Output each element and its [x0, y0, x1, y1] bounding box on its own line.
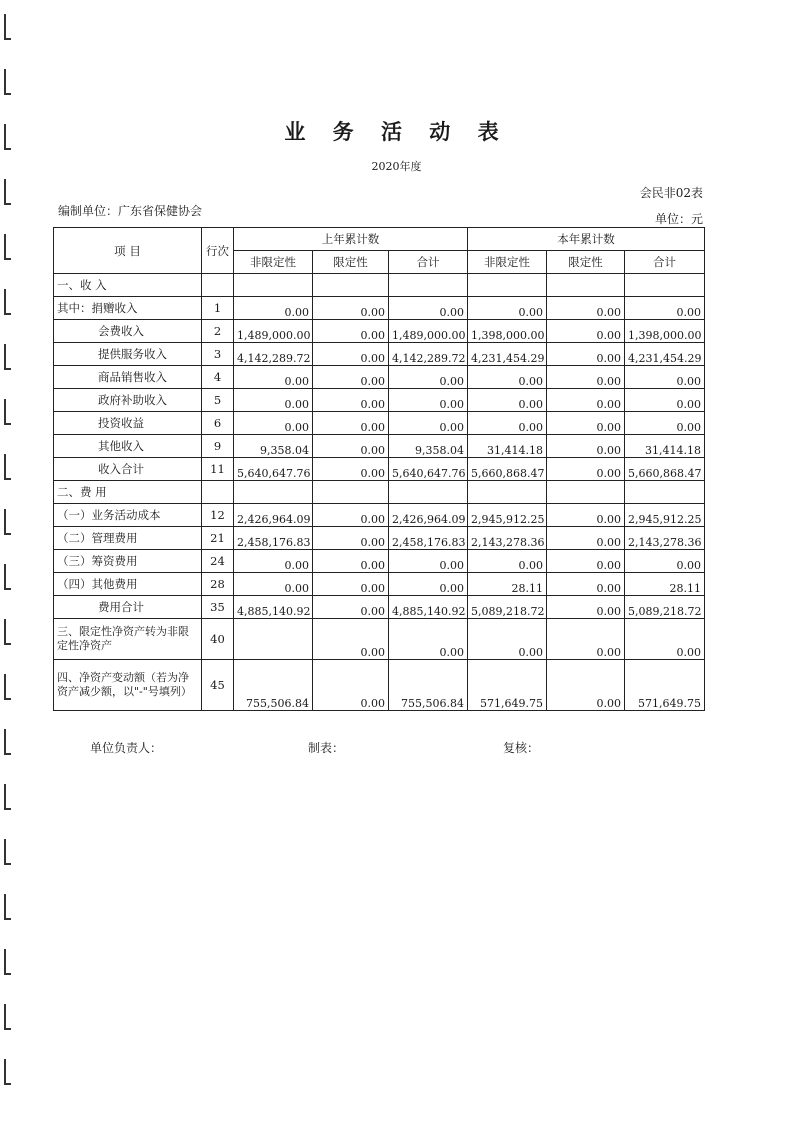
cell-prev-total: 0.00: [389, 412, 468, 435]
form-code: 会民非02表: [639, 186, 703, 200]
row-item-label: （四）其他费用: [54, 573, 202, 596]
cell-curr-total: 0.00: [625, 550, 705, 573]
binding-ring-mark: [4, 289, 11, 315]
cell-prev-restricted: 0.00: [313, 504, 389, 527]
col-item-header: 项 目: [54, 228, 202, 274]
cell-curr-restricted: 0.00: [547, 527, 625, 550]
row-line-number: 3: [202, 343, 234, 366]
cell-curr-unrestricted: 4,231,454.29: [468, 343, 547, 366]
cell-prev-total: 2,426,964.09: [389, 504, 468, 527]
row-item-label: （一）业务活动成本: [54, 504, 202, 527]
cell-curr-restricted: 0.00: [547, 320, 625, 343]
cell-curr-total: 31,414.18: [625, 435, 705, 458]
cell-prev-total: 0.00: [389, 550, 468, 573]
cell-curr-unrestricted: 0.00: [468, 619, 547, 660]
cell-prev-restricted: [313, 274, 389, 297]
row-item-label: 一、收 入: [54, 274, 202, 297]
cell-curr-total: 0.00: [625, 389, 705, 412]
cell-curr-unrestricted: 2,945,912.25: [468, 504, 547, 527]
col-curr-restricted: 限定性: [547, 251, 625, 274]
cell-curr-unrestricted: 5,089,218.72: [468, 596, 547, 619]
cell-curr-restricted: [547, 481, 625, 504]
cell-curr-unrestricted: 0.00: [468, 412, 547, 435]
reviewer-signature-label: 复核：: [503, 741, 540, 755]
activity-report-table: [53, 227, 705, 711]
binding-ring-mark: [4, 619, 11, 645]
cell-prev-total: 4,885,140.92: [389, 596, 468, 619]
cell-prev-total: 1,489,000.00: [389, 320, 468, 343]
binding-ring-mark: [4, 1059, 11, 1085]
cell-curr-total: [625, 481, 705, 504]
binding-ring-mark: [4, 344, 11, 370]
col-prev-restricted: 限定性: [313, 251, 389, 274]
cell-prev-unrestricted: 0.00: [234, 366, 313, 389]
row-line-number: 1: [202, 297, 234, 320]
binding-ring-mark: [4, 784, 11, 810]
cell-curr-unrestricted: 0.00: [468, 366, 547, 389]
table-row: [54, 320, 705, 343]
cell-prev-total: 4,142,289.72: [389, 343, 468, 366]
table-row: [54, 504, 705, 527]
cell-prev-unrestricted: 0.00: [234, 573, 313, 596]
cell-curr-unrestricted: 0.00: [468, 550, 547, 573]
cell-prev-unrestricted: 0.00: [234, 550, 313, 573]
cell-prev-total: [389, 481, 468, 504]
cell-curr-restricted: 0.00: [547, 596, 625, 619]
cell-prev-unrestricted: 9,358.04: [234, 435, 313, 458]
table-row: [54, 412, 705, 435]
row-item-label: （三）筹资费用: [54, 550, 202, 573]
cell-prev-total: 0.00: [389, 573, 468, 596]
cell-prev-restricted: 0.00: [313, 366, 389, 389]
cell-prev-total: 9,358.04: [389, 435, 468, 458]
cell-prev-unrestricted: 1,489,000.00: [234, 320, 313, 343]
col-curr-year-header: 本年累计数: [468, 228, 705, 251]
cell-curr-restricted: 0.00: [547, 504, 625, 527]
preparing-unit: 编制单位：广东省保健协会: [58, 204, 203, 218]
binding-ring-mark: [4, 454, 11, 480]
row-line-number: 40: [202, 619, 234, 660]
cell-curr-restricted: 0.00: [547, 573, 625, 596]
row-line-number: 5: [202, 389, 234, 412]
binding-ring-mark: [4, 234, 11, 260]
cell-curr-unrestricted: 2,143,278.36: [468, 527, 547, 550]
cell-prev-restricted: 0.00: [313, 596, 389, 619]
table-row: [54, 481, 705, 504]
cell-curr-restricted: 0.00: [547, 435, 625, 458]
cell-curr-total: 2,945,912.25: [625, 504, 705, 527]
report-body: [54, 274, 705, 711]
table-row: [54, 274, 705, 297]
row-item-label: 二、费 用: [54, 481, 202, 504]
cell-curr-unrestricted: [468, 274, 547, 297]
row-line-number: 21: [202, 527, 234, 550]
cell-prev-restricted: [313, 481, 389, 504]
cell-prev-unrestricted: [234, 619, 313, 660]
cell-prev-restricted: 0.00: [313, 343, 389, 366]
cell-curr-total: [625, 274, 705, 297]
cell-prev-total: 755,506.84: [389, 660, 468, 711]
cell-curr-restricted: [547, 274, 625, 297]
cell-prev-restricted: 0.00: [313, 550, 389, 573]
cell-prev-total: 0.00: [389, 389, 468, 412]
row-item-label: 商品销售收入: [54, 366, 202, 389]
cell-prev-unrestricted: 2,426,964.09: [234, 504, 313, 527]
cell-curr-restricted: 0.00: [547, 343, 625, 366]
cell-curr-total: 1,398,000.00: [625, 320, 705, 343]
cell-curr-total: 2,143,278.36: [625, 527, 705, 550]
cell-prev-unrestricted: 0.00: [234, 389, 313, 412]
row-item-label: 费用合计: [54, 596, 202, 619]
cell-prev-unrestricted: [234, 481, 313, 504]
preparer-signature-label: 制表：: [308, 741, 345, 755]
table-row: [54, 660, 705, 711]
cell-curr-unrestricted: 28.11: [468, 573, 547, 596]
unit-head-signature-label: 单位负责人：: [90, 741, 163, 755]
cell-curr-total: 0.00: [625, 366, 705, 389]
cell-prev-unrestricted: 2,458,176.83: [234, 527, 313, 550]
cell-prev-restricted: 0.00: [313, 412, 389, 435]
cell-prev-unrestricted: 755,506.84: [234, 660, 313, 711]
table-row: [54, 435, 705, 458]
row-line-number: 4: [202, 366, 234, 389]
row-line-number: 11: [202, 458, 234, 481]
cell-prev-restricted: 0.00: [313, 619, 389, 660]
cell-curr-unrestricted: 1,398,000.00: [468, 320, 547, 343]
binding-ring-mark: [4, 179, 11, 205]
cell-curr-restricted: 0.00: [547, 550, 625, 573]
row-line-number: 12: [202, 504, 234, 527]
col-curr-total: 合计: [625, 251, 705, 274]
row-line-number: 35: [202, 596, 234, 619]
col-line-no-header: 行次: [202, 228, 234, 274]
cell-prev-restricted: 0.00: [313, 297, 389, 320]
table-row: [54, 619, 705, 660]
cell-curr-restricted: 0.00: [547, 619, 625, 660]
row-item-label: 收入合计: [54, 458, 202, 481]
cell-curr-total: 28.11: [625, 573, 705, 596]
col-curr-unrestricted: 非限定性: [468, 251, 547, 274]
table-row: [54, 458, 705, 481]
binding-ring-mark: [4, 399, 11, 425]
cell-prev-unrestricted: 5,640,647.76: [234, 458, 313, 481]
table-row: [54, 389, 705, 412]
row-line-number: 9: [202, 435, 234, 458]
cell-curr-total: 0.00: [625, 412, 705, 435]
row-item-label: 四、净资产变动额（若为净资产减少额，以"-"号填列）: [54, 660, 202, 711]
table-row: [54, 343, 705, 366]
row-item-label: 政府补助收入: [54, 389, 202, 412]
row-line-number: 6: [202, 412, 234, 435]
cell-prev-unrestricted: 0.00: [234, 297, 313, 320]
binding-ring-mark: [4, 69, 11, 95]
col-prev-unrestricted: 非限定性: [234, 251, 313, 274]
binding-ring-mark: [4, 564, 11, 590]
cell-prev-restricted: 0.00: [313, 527, 389, 550]
binding-ring-mark: [4, 674, 11, 700]
cell-curr-unrestricted: 571,649.75: [468, 660, 547, 711]
row-item-label: 其他收入: [54, 435, 202, 458]
header-row-1: [54, 228, 705, 251]
row-item-label: 三、限定性净资产转为非限定性净资产: [54, 619, 202, 660]
cell-prev-unrestricted: 4,142,289.72: [234, 343, 313, 366]
cell-prev-total: 0.00: [389, 297, 468, 320]
cell-curr-unrestricted: 0.00: [468, 297, 547, 320]
cell-prev-restricted: 0.00: [313, 573, 389, 596]
cell-prev-restricted: 0.00: [313, 435, 389, 458]
table-row: [54, 297, 705, 320]
cell-prev-unrestricted: 4,885,140.92: [234, 596, 313, 619]
row-item-label: 会费收入: [54, 320, 202, 343]
cell-curr-total: 5,089,218.72: [625, 596, 705, 619]
cell-prev-unrestricted: [234, 274, 313, 297]
table-row: [54, 573, 705, 596]
cell-prev-unrestricted: 0.00: [234, 412, 313, 435]
currency-unit: 单位：元: [654, 212, 703, 226]
binding-ring-mark: [4, 949, 11, 975]
cell-curr-unrestricted: 31,414.18: [468, 435, 547, 458]
cell-curr-restricted: 0.00: [547, 389, 625, 412]
table-row: [54, 527, 705, 550]
cell-curr-restricted: 0.00: [547, 412, 625, 435]
col-prev-total: 合计: [389, 251, 468, 274]
row-item-label: 投资收益: [54, 412, 202, 435]
table-row: [54, 596, 705, 619]
table-row: [54, 550, 705, 573]
cell-curr-total: 571,649.75: [625, 660, 705, 711]
cell-prev-total: 2,458,176.83: [389, 527, 468, 550]
cell-curr-total: 0.00: [625, 619, 705, 660]
row-line-number: [202, 481, 234, 504]
cell-prev-total: 0.00: [389, 619, 468, 660]
binding-ring-mark: [4, 14, 11, 40]
binding-ring-mark: [4, 894, 11, 920]
cell-curr-unrestricted: [468, 481, 547, 504]
binding-ring-mark: [4, 1004, 11, 1030]
row-line-number: 45: [202, 660, 234, 711]
row-line-number: [202, 274, 234, 297]
binding-ring-mark: [4, 509, 11, 535]
cell-curr-restricted: 0.00: [547, 366, 625, 389]
cell-prev-total: [389, 274, 468, 297]
cell-curr-unrestricted: 5,660,868.47: [468, 458, 547, 481]
cell-curr-restricted: 0.00: [547, 297, 625, 320]
cell-prev-restricted: 0.00: [313, 389, 389, 412]
cell-curr-restricted: 0.00: [547, 660, 625, 711]
cell-prev-restricted: 0.00: [313, 320, 389, 343]
cell-prev-restricted: 0.00: [313, 458, 389, 481]
cell-curr-unrestricted: 0.00: [468, 389, 547, 412]
cell-prev-total: 5,640,647.76: [389, 458, 468, 481]
table-row: [54, 366, 705, 389]
cell-curr-restricted: 0.00: [547, 458, 625, 481]
report-year: 2020年度: [371, 160, 422, 173]
row-line-number: 28: [202, 573, 234, 596]
page-title: 业 务 活 动 表: [284, 120, 509, 144]
binding-ring-mark: [4, 839, 11, 865]
row-item-label: （二）管理费用: [54, 527, 202, 550]
cell-curr-total: 5,660,868.47: [625, 458, 705, 481]
cell-curr-total: 0.00: [625, 297, 705, 320]
binding-ring-mark: [4, 729, 11, 755]
row-line-number: 24: [202, 550, 234, 573]
cell-prev-total: 0.00: [389, 366, 468, 389]
col-prev-year-header: 上年累计数: [234, 228, 468, 251]
row-item-label: 提供服务收入: [54, 343, 202, 366]
row-line-number: 2: [202, 320, 234, 343]
row-item-label: 其中：捐赠收入: [54, 297, 202, 320]
cell-prev-restricted: 0.00: [313, 660, 389, 711]
cell-curr-total: 4,231,454.29: [625, 343, 705, 366]
